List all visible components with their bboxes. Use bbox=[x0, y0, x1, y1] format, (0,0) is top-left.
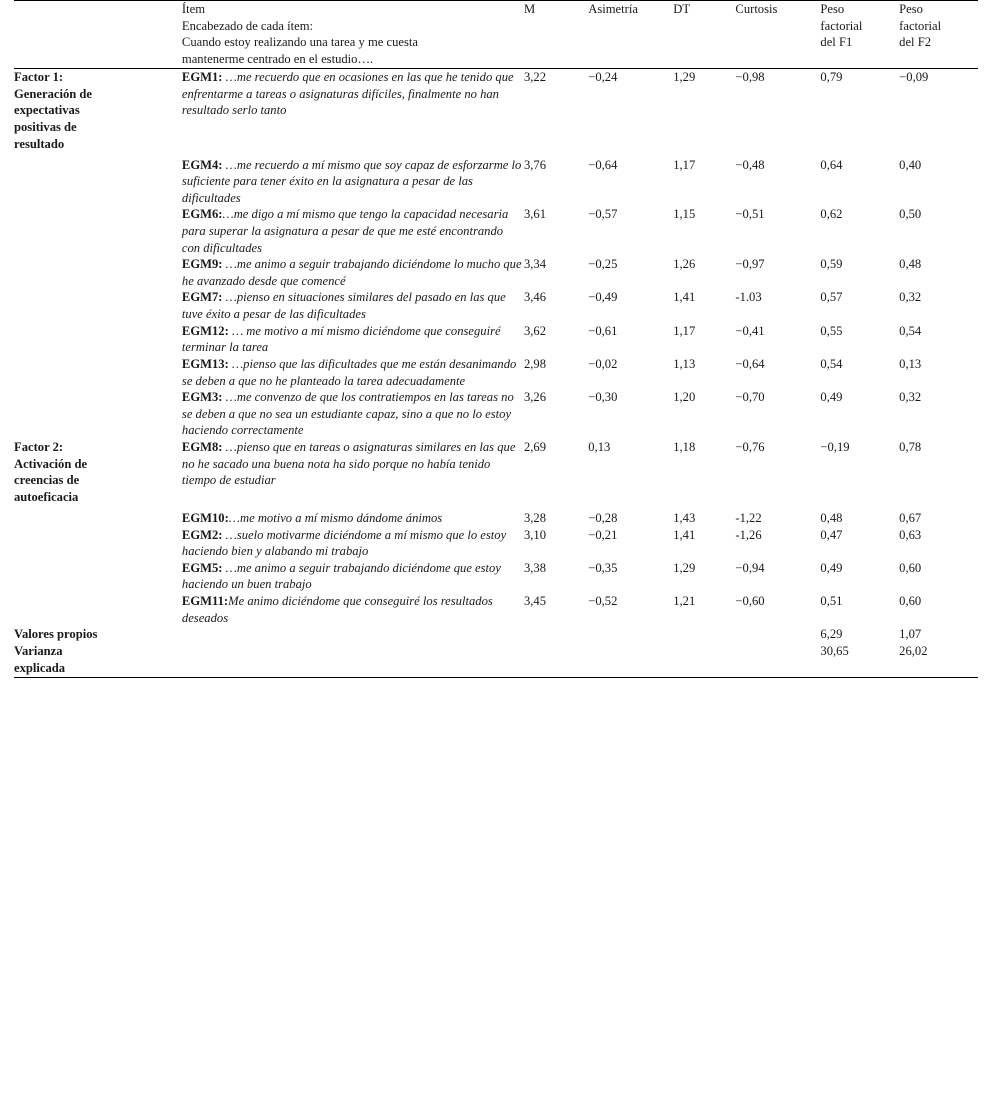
header-item-line2: Encabezado de cada ítem: bbox=[181, 18, 314, 33]
item-cell bbox=[182, 593, 524, 626]
factor-continuation bbox=[14, 157, 182, 207]
value-m: 3,61 bbox=[523, 207, 547, 222]
value-asimetria: −0,30 bbox=[588, 390, 618, 405]
value-asimetria: −0,02 bbox=[588, 356, 618, 371]
value-curtosis: −0,48 bbox=[735, 157, 765, 172]
value-curtosis: −0,70 bbox=[735, 390, 765, 405]
item-text: …suelo motivarme diciéndome a mí mismo que lo estoy haciendo bien y alabando mi trabajo bbox=[181, 527, 507, 559]
value-peso-f2: 0,48 bbox=[899, 257, 922, 272]
table-row bbox=[14, 157, 978, 207]
item-text: Me animo diciéndome que conseguiré los resultados deseados bbox=[181, 594, 493, 625]
item-text: …me animo a seguir trabajando diciéndome que estoy haciendo un buen trabajo bbox=[181, 560, 501, 592]
value-dt: 1,43 bbox=[673, 510, 696, 525]
table-head bbox=[14, 1, 978, 69]
value-peso-f2: 0,40 bbox=[899, 157, 922, 172]
header-f2-line3: del F2 bbox=[899, 35, 932, 50]
item-code: EGM13: bbox=[181, 356, 232, 371]
summary-value-f1: 30,65 bbox=[820, 643, 899, 677]
factor-2-label-line3: creencias de bbox=[14, 473, 80, 488]
table-row bbox=[14, 256, 978, 289]
value-m: 3,26 bbox=[523, 390, 547, 405]
item-text: …me recuerdo a mí mismo que soy capaz de esforzarme lo suficiente para tener éxito en la asignatura a pesar de las dificultades bbox=[181, 157, 522, 205]
item-cell bbox=[182, 510, 524, 527]
value-curtosis: −0,64 bbox=[735, 356, 765, 371]
summary-empty-dt bbox=[673, 643, 735, 677]
value-peso-f1: −0,19 bbox=[820, 439, 850, 454]
item-text: …pienso en situaciones similares del pasado en las que tuve éxito a pesar de las dificultades bbox=[181, 290, 506, 322]
value-peso-f1: 0,64 bbox=[820, 157, 843, 172]
value-dt: 1,41 bbox=[673, 290, 696, 305]
item-cell bbox=[182, 323, 524, 356]
header-item-line4: mantenerme centrado en el estudio…. bbox=[181, 52, 374, 67]
item-text: …pienso que las dificultades que me están desanimando se deben a que no he planteado la tarea adecuadamente bbox=[181, 356, 517, 388]
value-asimetria: −0,35 bbox=[588, 560, 618, 575]
value-dt: 1,41 bbox=[673, 527, 696, 542]
value-asimetria: −0,49 bbox=[588, 290, 618, 305]
table-row bbox=[14, 206, 978, 256]
item-code: EGM6: bbox=[181, 207, 223, 222]
table-row bbox=[14, 389, 978, 439]
factor-2-label-line2: Activación de bbox=[14, 456, 88, 471]
value-asimetria: −0,24 bbox=[588, 69, 618, 84]
item-text: …pienso que en tareas o asignaturas similares en las que no he sacado una buena nota ha sido porque no había tenido tiempo de estudiar bbox=[181, 439, 516, 488]
table-row bbox=[14, 527, 978, 560]
table-row bbox=[14, 356, 978, 389]
item-text: … me motivo a mí mismo diciéndome que conseguiré terminar la tarea bbox=[181, 323, 501, 355]
value-m: 3,38 bbox=[523, 560, 547, 575]
item-code: EGM4: bbox=[181, 157, 223, 172]
value-asimetria: −0,28 bbox=[588, 510, 618, 525]
item-cell bbox=[182, 356, 524, 389]
value-m: 2,98 bbox=[523, 356, 547, 371]
value-asimetria: −0,21 bbox=[588, 527, 618, 542]
value-asimetria: 0,13 bbox=[588, 439, 611, 454]
header-f2-line1: Peso bbox=[899, 2, 923, 16]
factor-1-label-line5: resultado bbox=[14, 136, 65, 151]
item-cell bbox=[182, 439, 524, 506]
item-cell bbox=[182, 256, 524, 289]
factor-continuation bbox=[14, 560, 182, 593]
value-m: 2,69 bbox=[523, 439, 547, 454]
summary-empty-curtosis bbox=[735, 626, 820, 643]
value-peso-f1: 0,54 bbox=[820, 356, 843, 371]
item-cell bbox=[182, 527, 524, 560]
factor-1-label-cell bbox=[14, 68, 182, 152]
summary-empty-dt bbox=[673, 626, 735, 643]
header-curtosis: Curtosis bbox=[735, 1, 820, 69]
summary-empty-item bbox=[182, 626, 524, 643]
summary-value-f2: 26,02 bbox=[899, 643, 978, 677]
value-asimetria: −0,52 bbox=[588, 594, 618, 609]
value-peso-f2: 0,78 bbox=[899, 439, 922, 454]
header-m: M bbox=[524, 1, 588, 69]
value-curtosis: -1.03 bbox=[735, 290, 762, 305]
item-code: EGM9: bbox=[181, 257, 226, 272]
summary-row-variance bbox=[14, 643, 978, 677]
summary-label-line1: Valores propios bbox=[14, 627, 98, 642]
value-peso-f1: 0,51 bbox=[820, 594, 843, 609]
item-text: …me motivo a mí mismo dándome ánimos bbox=[228, 510, 443, 525]
header-f1-line1: Peso bbox=[820, 2, 845, 16]
item-code: EGM11: bbox=[181, 594, 229, 609]
value-peso-f1: 0,59 bbox=[820, 257, 843, 272]
table-row bbox=[14, 439, 978, 506]
summary-value-f1: 6,29 bbox=[820, 627, 843, 642]
value-curtosis: −0,98 bbox=[735, 69, 765, 84]
value-curtosis: −0,97 bbox=[735, 257, 765, 272]
factor-continuation bbox=[14, 323, 182, 356]
item-cell bbox=[182, 389, 524, 439]
table-row bbox=[14, 593, 978, 626]
value-dt: 1,17 bbox=[673, 157, 696, 172]
value-peso-f2: 0,67 bbox=[899, 510, 922, 525]
summary-empty-m bbox=[524, 626, 588, 643]
factor-continuation bbox=[14, 256, 182, 289]
header-item bbox=[182, 1, 524, 69]
item-text: …me convenzo de que los contratiempos en las tareas no se deben a que no sea un estudiante capaz, sino a que no lo estoy haciendo correctamente bbox=[181, 390, 514, 438]
summary-empty-m bbox=[524, 643, 588, 677]
value-curtosis: -1,22 bbox=[735, 510, 762, 525]
factor-loadings-table bbox=[14, 0, 978, 678]
factor-continuation bbox=[14, 593, 182, 626]
item-code: EGM8: bbox=[181, 439, 226, 454]
item-cell bbox=[182, 68, 524, 152]
value-curtosis: −0,51 bbox=[735, 207, 765, 222]
header-item-line1: Ítem bbox=[181, 2, 206, 16]
value-m: 3,45 bbox=[523, 594, 547, 609]
value-asimetria: −0,25 bbox=[588, 257, 618, 272]
factor-1-label-line4: positivas de bbox=[14, 120, 77, 135]
table-row bbox=[14, 323, 978, 356]
value-m: 3,76 bbox=[523, 157, 547, 172]
value-curtosis: -1,26 bbox=[735, 527, 762, 542]
value-peso-f2: 0,32 bbox=[899, 290, 922, 305]
value-curtosis: −0,41 bbox=[735, 323, 765, 338]
value-dt: 1,18 bbox=[673, 439, 696, 454]
value-peso-f2: 0,63 bbox=[899, 527, 922, 542]
header-peso-factorial-f2 bbox=[899, 1, 978, 69]
item-code: EGM2: bbox=[181, 527, 226, 542]
item-cell bbox=[182, 289, 524, 322]
value-peso-f2: 0,60 bbox=[899, 560, 922, 575]
header-factor-blank bbox=[14, 1, 182, 69]
header-dt: DT bbox=[673, 1, 735, 69]
summary-row-eigenvalues bbox=[14, 626, 978, 643]
value-asimetria: −0,61 bbox=[588, 323, 618, 338]
summary-empty-asimetria bbox=[588, 626, 673, 643]
item-code: EGM3: bbox=[181, 390, 226, 405]
factor-continuation bbox=[14, 527, 182, 560]
table-row bbox=[14, 510, 978, 527]
value-m: 3,22 bbox=[523, 69, 547, 84]
value-m: 3,34 bbox=[523, 257, 547, 272]
item-cell bbox=[182, 157, 524, 207]
value-dt: 1,17 bbox=[673, 323, 696, 338]
factor-1-label-line3: expectativas bbox=[14, 103, 80, 118]
factor-2-label-line1: Factor 2: bbox=[14, 439, 64, 454]
item-code: EGM12: bbox=[181, 323, 232, 338]
item-code: EGM10: bbox=[181, 510, 229, 525]
value-m: 3,46 bbox=[523, 290, 547, 305]
value-peso-f2: 0,50 bbox=[899, 207, 922, 222]
value-peso-f2: −0,09 bbox=[899, 69, 929, 84]
value-peso-f1: 0,55 bbox=[820, 323, 843, 338]
value-asimetria: −0,64 bbox=[588, 157, 618, 172]
value-peso-f1: 0,62 bbox=[820, 207, 843, 222]
item-text: …me digo a mí mismo que tengo la capacidad necesaria para superar la asignatura a pesar de que me esté encontrando con dificultades bbox=[181, 207, 509, 255]
factor-continuation bbox=[14, 389, 182, 439]
value-m: 3,62 bbox=[523, 323, 547, 338]
table-row bbox=[14, 289, 978, 322]
factor-continuation bbox=[14, 289, 182, 322]
value-peso-f2: 0,32 bbox=[899, 390, 922, 405]
item-code: EGM1: bbox=[181, 69, 226, 84]
value-curtosis: −0,60 bbox=[735, 594, 765, 609]
factor-continuation bbox=[14, 510, 182, 527]
factor-2-label-line4: autoeficacia bbox=[14, 490, 79, 505]
summary-empty-curtosis bbox=[735, 643, 820, 677]
value-dt: 1,29 bbox=[673, 560, 696, 575]
value-peso-f2: 0,54 bbox=[899, 323, 922, 338]
factor-1-label-line1: Factor 1: bbox=[14, 69, 64, 84]
summary-value-f2: 1,07 bbox=[899, 627, 922, 642]
value-dt: 1,26 bbox=[673, 257, 696, 272]
value-peso-f1: 0,49 bbox=[820, 560, 843, 575]
item-text: …me recuerdo que en ocasiones en las que he tenido que enfrentarme a tareas o asignaturas difíciles, finalmente no han resultado serlo tanto bbox=[181, 69, 514, 118]
value-m: 3,28 bbox=[523, 510, 547, 525]
value-peso-f1: 0,79 bbox=[820, 69, 843, 84]
value-asimetria: −0,57 bbox=[588, 207, 618, 222]
summary-empty-item bbox=[182, 643, 524, 677]
item-cell bbox=[182, 560, 524, 593]
value-dt: 1,29 bbox=[673, 69, 696, 84]
summary-label-cell bbox=[14, 643, 182, 677]
header-peso-factorial-f1 bbox=[820, 1, 899, 69]
factor-2-label-cell bbox=[14, 439, 182, 506]
value-peso-f2: 0,13 bbox=[899, 356, 922, 371]
header-f2-line2: factorial bbox=[899, 18, 942, 33]
summary-label-line2: explicada bbox=[14, 660, 66, 675]
factor-continuation bbox=[14, 206, 182, 256]
summary-empty-asimetria bbox=[588, 643, 673, 677]
item-code: EGM7: bbox=[181, 290, 226, 305]
item-text: …me animo a seguir trabajando diciéndome lo mucho que he avanzado desde que comencé bbox=[181, 257, 522, 288]
value-dt: 1,13 bbox=[673, 356, 696, 371]
value-curtosis: −0,76 bbox=[735, 439, 765, 454]
header-f1-line3: del F1 bbox=[820, 35, 853, 50]
value-dt: 1,21 bbox=[673, 594, 696, 609]
value-peso-f2: 0,60 bbox=[899, 594, 922, 609]
value-peso-f1: 0,57 bbox=[820, 290, 843, 305]
summary-label-line1: Varianza bbox=[14, 644, 63, 659]
value-curtosis: −0,94 bbox=[735, 560, 765, 575]
value-m: 3,10 bbox=[523, 527, 547, 542]
value-dt: 1,15 bbox=[673, 207, 696, 222]
value-peso-f1: 0,48 bbox=[820, 510, 843, 525]
factor-continuation bbox=[14, 356, 182, 389]
table-row bbox=[14, 68, 978, 152]
header-asimetria: Asimetría bbox=[588, 1, 673, 69]
item-cell bbox=[182, 206, 524, 256]
table-header-row bbox=[14, 1, 978, 69]
item-code: EGM5: bbox=[181, 560, 226, 575]
value-dt: 1,20 bbox=[673, 390, 696, 405]
header-item-line3: Cuando estoy realizando una tarea y me cuesta bbox=[181, 35, 418, 50]
value-peso-f1: 0,49 bbox=[820, 390, 843, 405]
summary-label-cell bbox=[14, 626, 182, 643]
header-f1-line2: factorial bbox=[820, 18, 863, 33]
value-peso-f1: 0,47 bbox=[820, 527, 843, 542]
table-body bbox=[14, 68, 978, 677]
factor-1-label-line2: Generación de bbox=[14, 86, 92, 101]
table-row bbox=[14, 560, 978, 593]
